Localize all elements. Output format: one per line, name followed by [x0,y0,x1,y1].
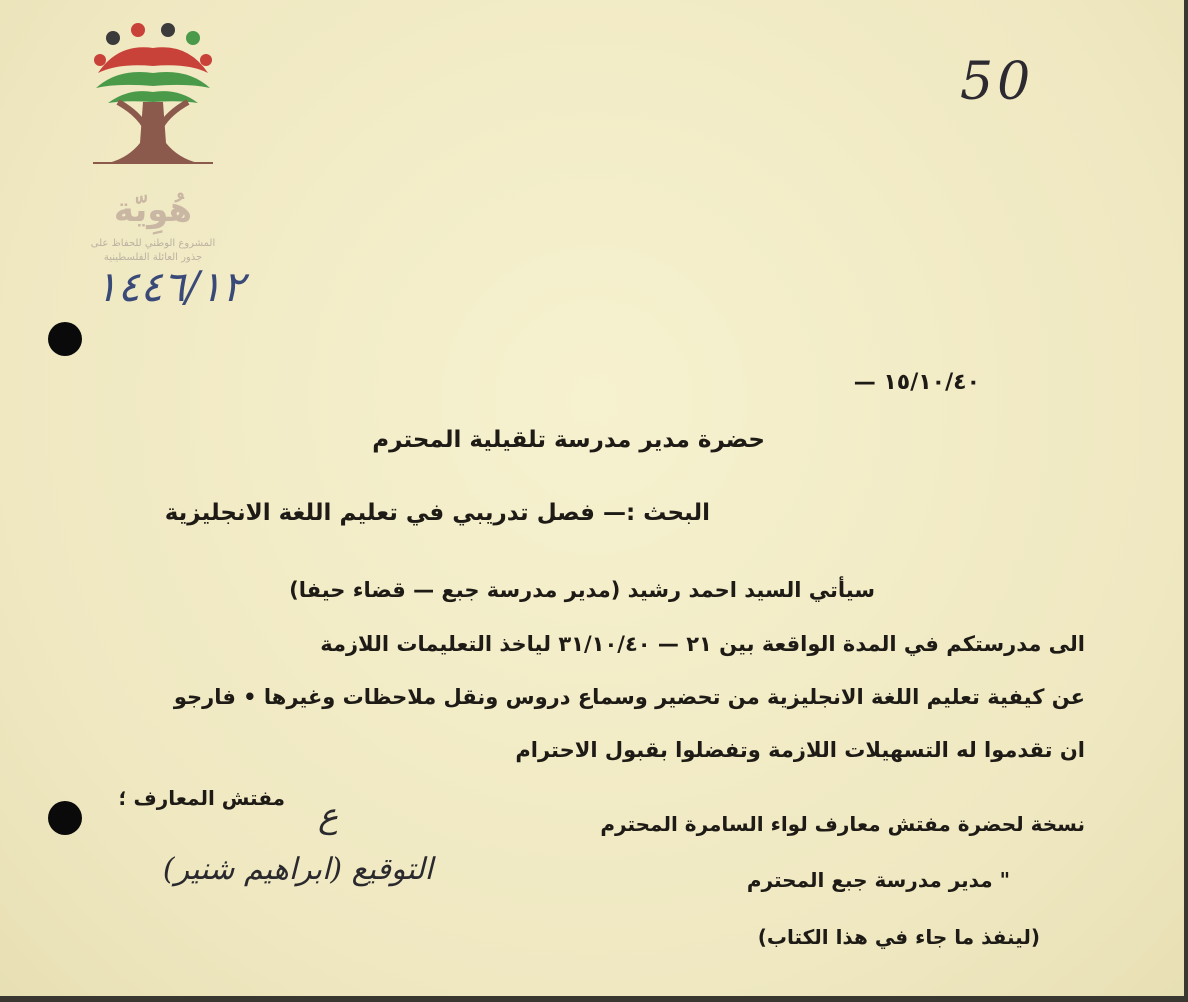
punch-hole-bottom [48,801,82,835]
handwritten-page-number: 50 [960,52,1035,112]
scan-edge-bottom [0,996,1188,1002]
letter-body-line-2: الى مدرستكم في المدة الواقعة بين ٢١ — ٣١/١٠/٤٠ لياخذ التعليمات اللازمة [320,632,1085,656]
copy-to-line-2: " مدير مدرسة جبع المحترم [746,868,1010,892]
signature: التوقيع (ابراهيم شنير) [162,852,433,887]
inspector-title: مفتش المعارف ؛ [118,786,285,810]
copy-to-line-3: (لينفذ ما جاء في هذا الكتاب) [757,925,1040,949]
logo-tagline-line-1: المشروع الوطني للحفاظ على [90,238,216,249]
letter-body-line-3: عن كيفية تعليم اللغة الانجليزية من تحضير وسماع دروس ونقل ملاحظات وغيرها • فارجو [173,685,1085,709]
letter-body-line-4: ان تقدموا له التسهيلات اللازمة وتفضلوا بقبول الاحترام [515,738,1085,762]
inspector-initial: ع [318,796,339,836]
letter-addressee: حضرة مدير مدرسة تلقيلية المحترم [372,427,765,453]
logo-tagline-line-2: جذور العائلة الفلسطينية [103,252,203,263]
letter-body-line-1: سيأتي السيد احمد رشيد (مدير مدرسة جبع — قضاء حيفا) [289,578,875,602]
logo-brand-text: هُوِيّة [113,190,193,230]
punch-hole-top [48,322,82,356]
letter-subject: البحث :— فصل تدريبي في تعليم اللغة الانجليزية [164,500,710,526]
letter-date: ١٥/١٠/٤٠ — [853,370,980,395]
scan-edge-right [1184,0,1188,1002]
family-tree-icon [88,18,218,188]
copy-to-line-1: نسخة لحضرة مفتش معارف لواء السامرة المحترم [600,812,1085,836]
heritage-logo [88,18,218,268]
handwritten-archive-number: ١٤٤٦/١٢ [95,262,245,311]
